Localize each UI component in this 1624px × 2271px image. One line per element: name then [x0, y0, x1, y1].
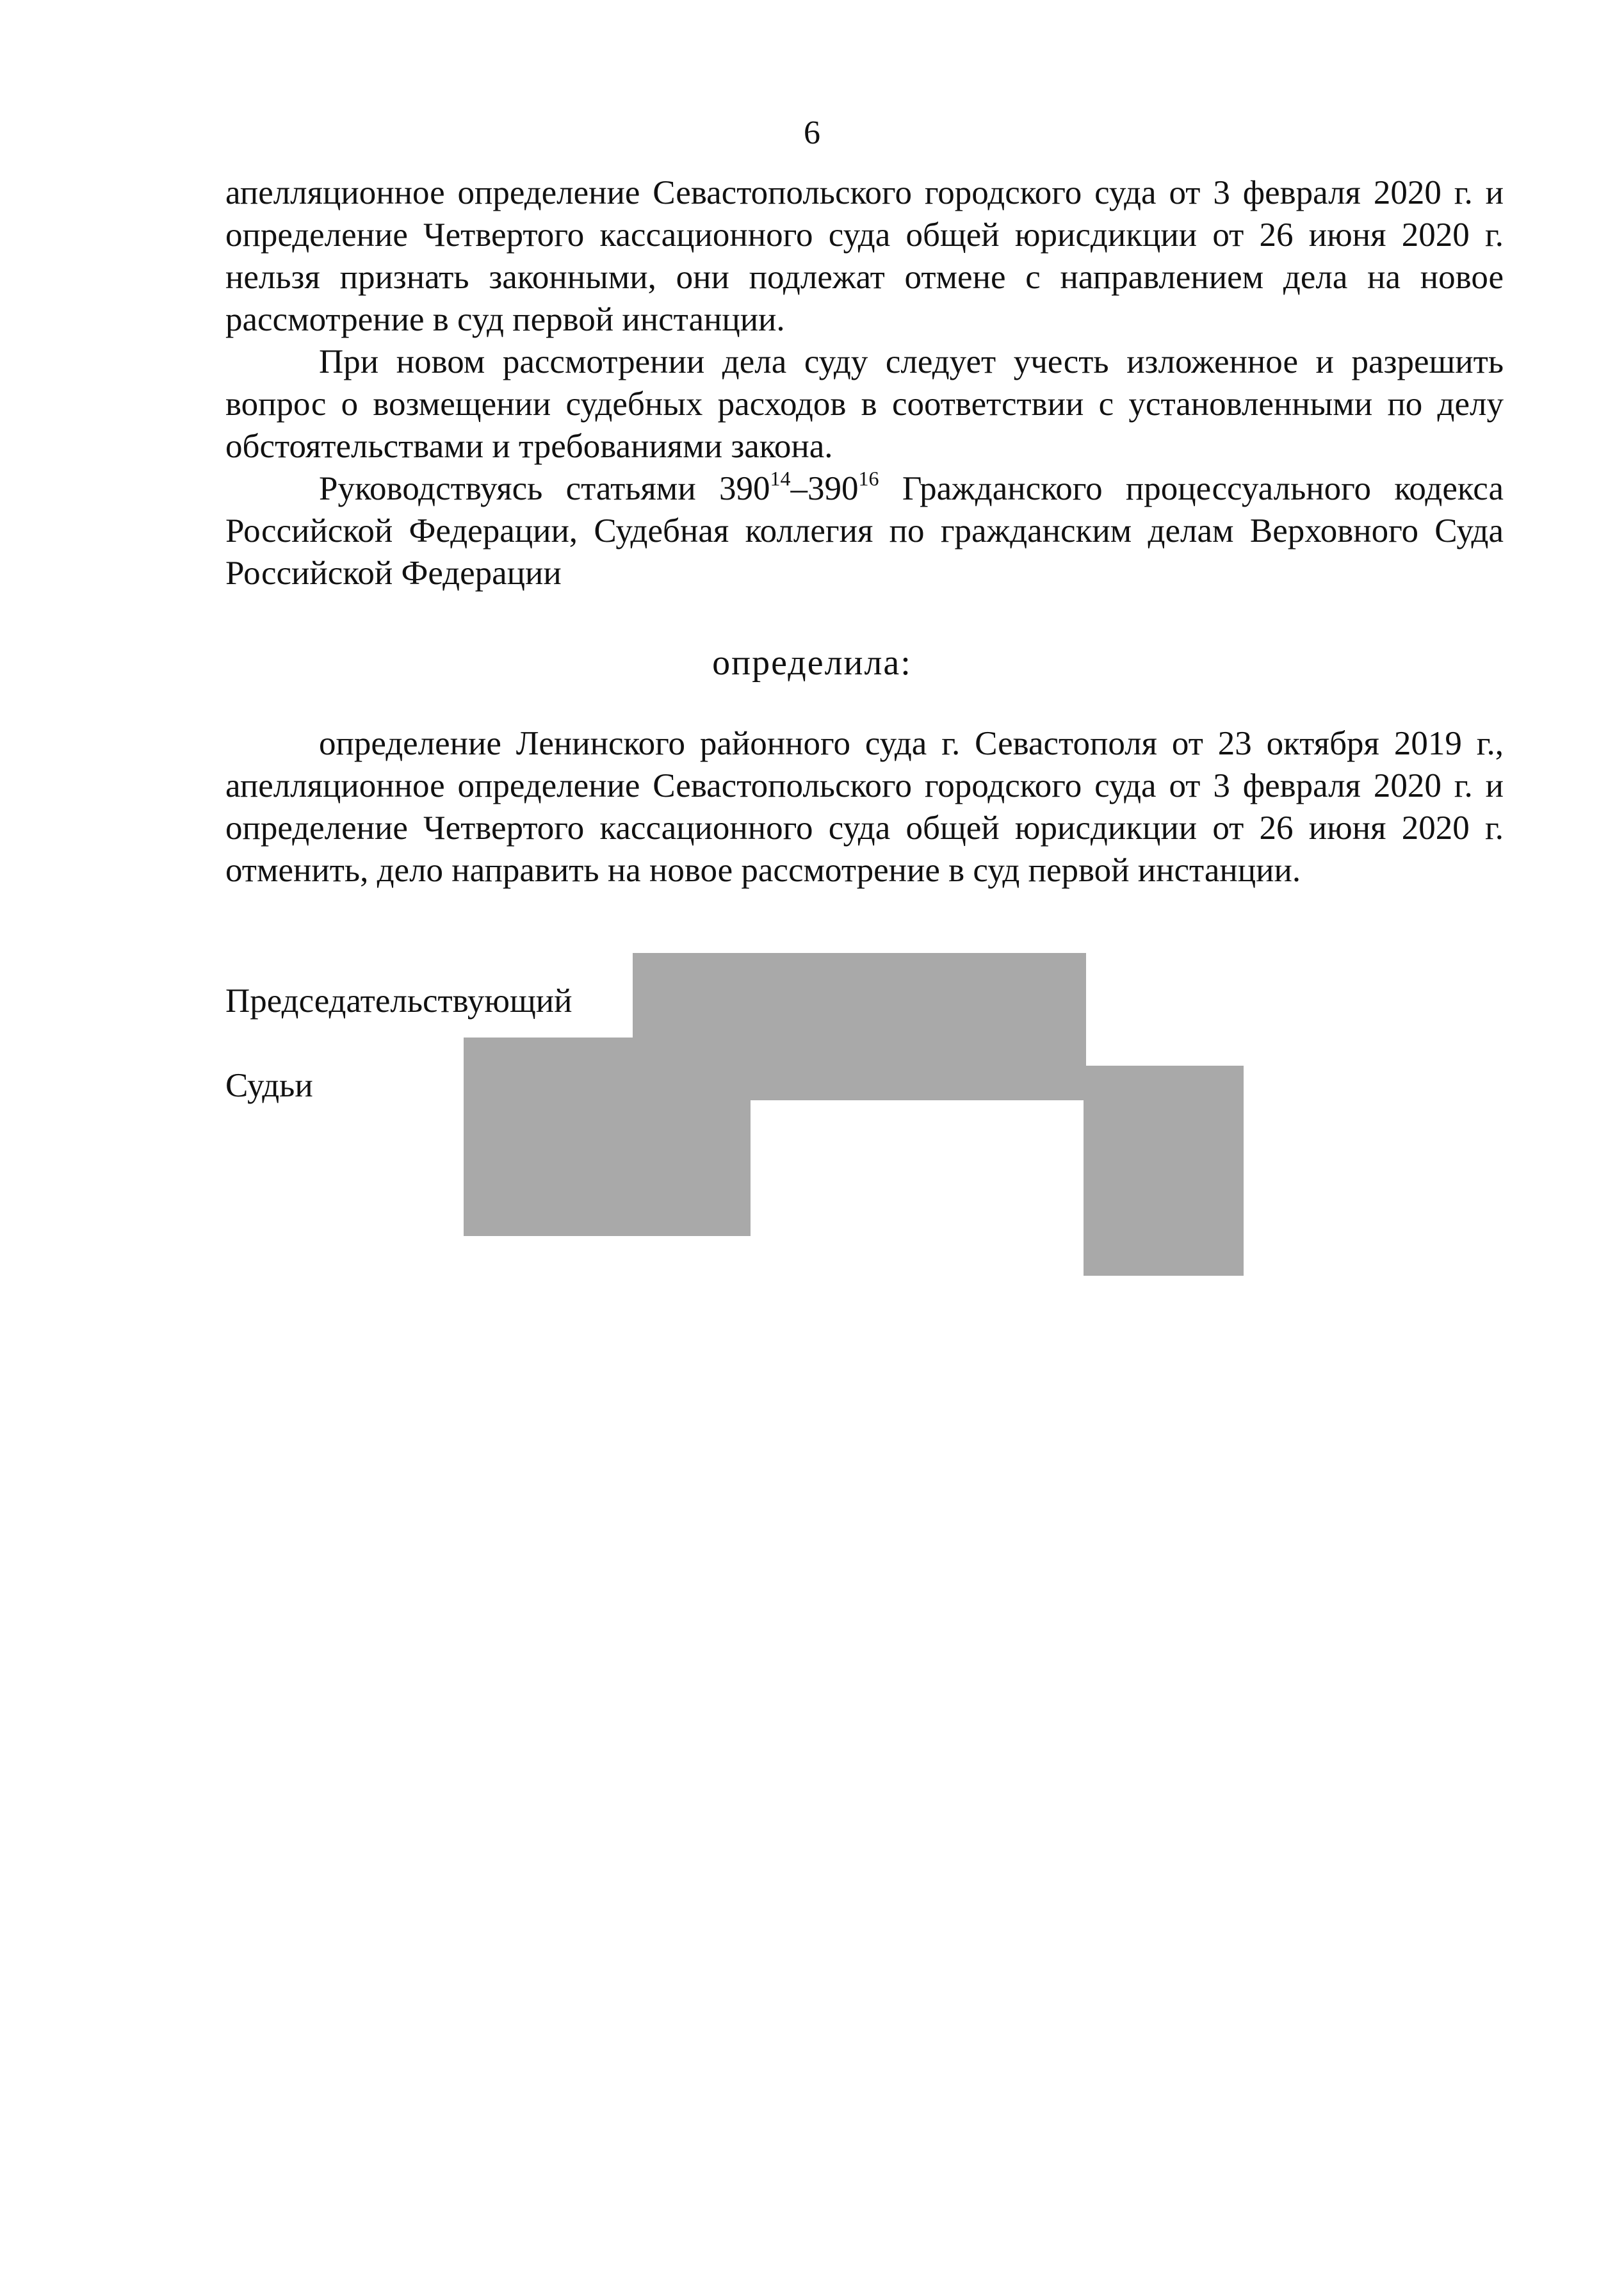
- article-superscript-16: 16: [858, 467, 879, 490]
- presiding-judge-label: Председательствующий: [225, 982, 572, 1020]
- paragraph-annulment-reasoning: апелляционное определение Севастопольского городского суда от 3 февраля 2020 г. и определение Четвертого кассационного суда общей юрисдикции от 26 июня 2020 г. нельзя признать законными, они подлежат отмене с направлением дела на новое рассмотрение в суд первой инстанции.: [225, 174, 1504, 338]
- judges-label: Судьи: [225, 1067, 313, 1104]
- redaction-block-center-signature: [751, 1032, 1086, 1100]
- redaction-block-presiding-signature: [633, 953, 1086, 1038]
- paragraph-decision: определение Ленинского районного суда г. Севастополя от 23 октября 2019 г., апелляционное определение Севастопольского городского суда от 3 февраля 2020 г. и определение Четвертого кассационного суда общей юрисдикции от 26 июня 2020 г. отменить, дело направить на новое рассмотрение в суд первой инстанции.: [225, 725, 1504, 889]
- legal-basis-text-start: Руководствуясь статьями 390: [319, 470, 770, 507]
- legal-basis-text-range: –390: [790, 470, 859, 507]
- legal-basis-text-end: Гражданского процессуального кодекса Российской Федерации, Судебная коллегия по гражданским делам Верховного Суда Российской Федерации: [225, 470, 1504, 592]
- paragraph-new-hearing-instruction: При новом рассмотрении дела суду следует учесть изложенное и разрешить вопрос о возмещении судебных расходов в соответствии с установленными по делу обстоятельствами и требованиями закона.: [225, 343, 1504, 465]
- redaction-block-right-signature: [1084, 1066, 1244, 1276]
- page-number: 6: [804, 115, 820, 151]
- redaction-block-left-signature: [464, 1038, 751, 1236]
- paragraph-legal-basis: [225, 468, 1504, 594]
- article-superscript-14: 14: [770, 467, 791, 490]
- decision-heading: определила:: [712, 643, 912, 683]
